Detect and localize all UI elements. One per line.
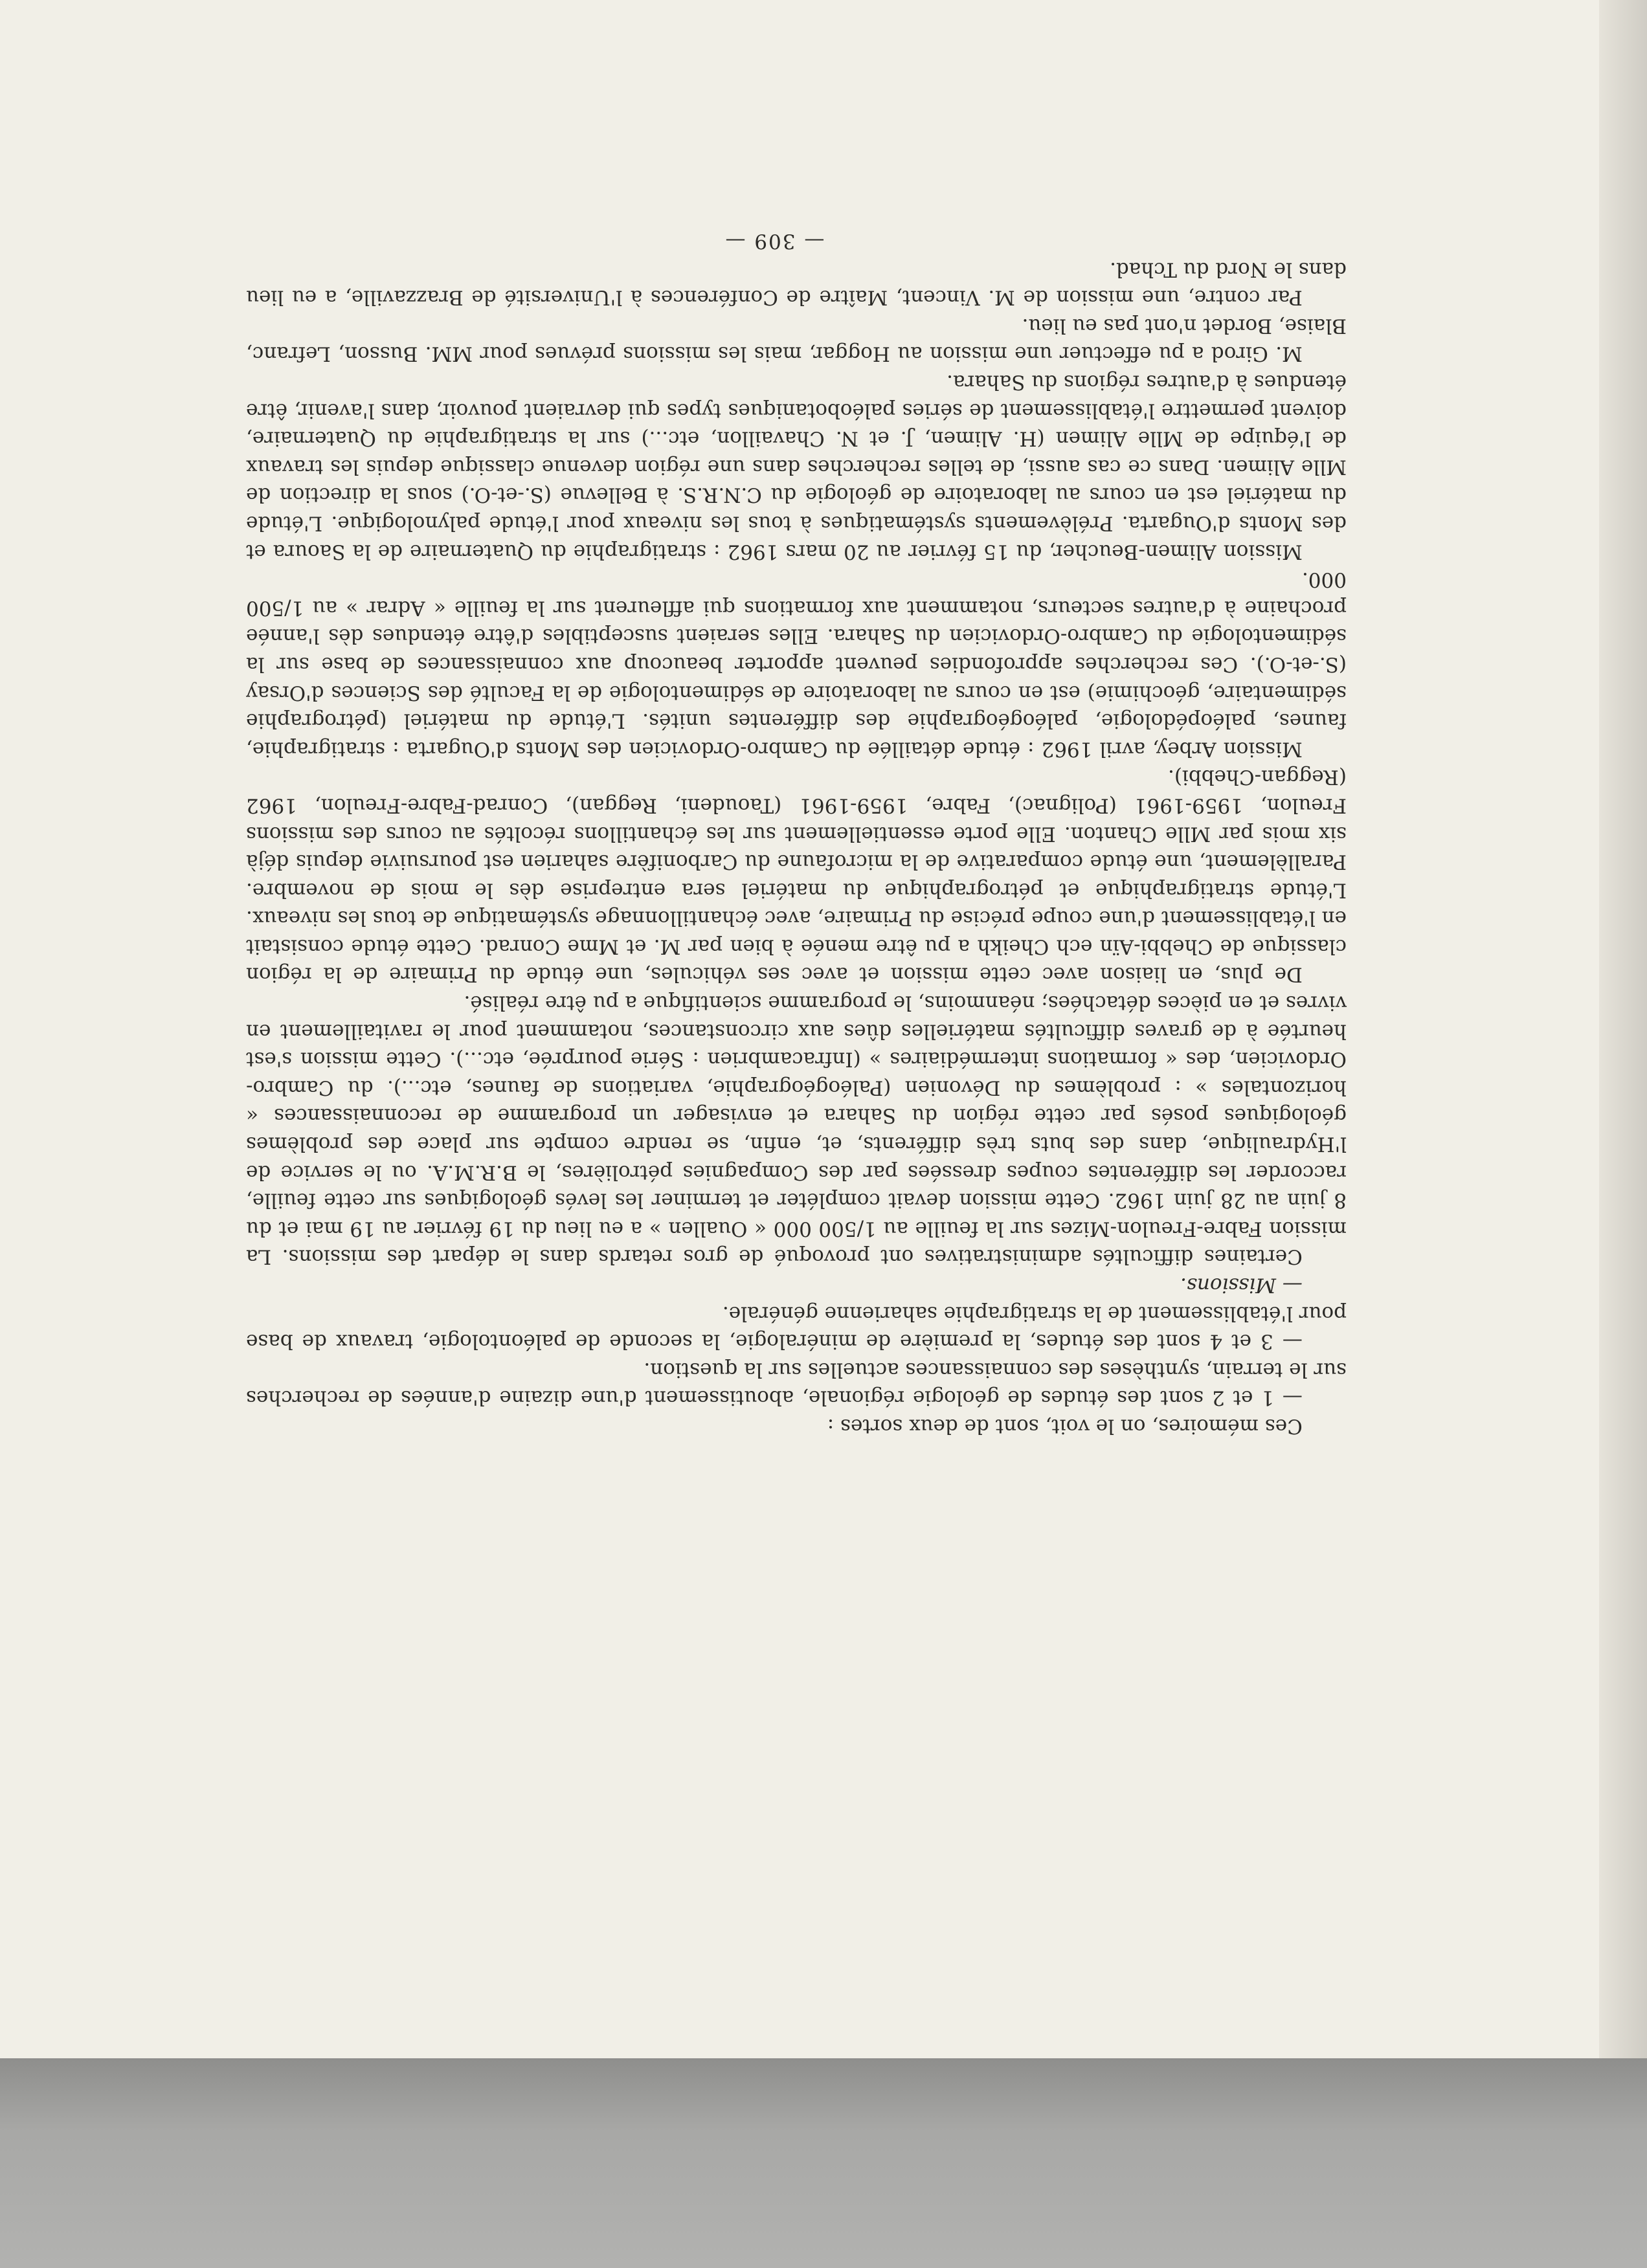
- rotated-page-content: [246, 227, 1347, 1440]
- paragraph-mission-arbey: Mission Arbey, avril 1962 : étude détaillée du Cambro-Ordovicien des Monts d'Ougarta : stratigraphie, faunes, paléopédologie, paléogéographie des différentes unités. L'étude du matériel (pétrographie sédimentaire, géochimie) est en cours au laboratoire de sédimentologie de la Faculté des Sciences d'Orsay (S.-et-O.). Ces recherches approfondies peuvent apporter beaucoup aux connaissances de base sur la sédimentologie du Cambro-Ordovicien du Sahara. Elles seraient susceptibles d'être étendues dès l'année prochaine à d'autres secteurs, notamment aux formations qui affleurent sur la feuille « Adrar » au 1/500 000.: [246, 568, 1347, 761]
- intro-paragraph: Ces mémoires, on le voit, sont de deux sortes :: [827, 1414, 1303, 1438]
- page-number: — 309 —: [724, 229, 825, 253]
- paragraph-mission-alimen-beucher: Mission Alimen-Beucher, du 15 février au 20 mars 1962 : stratigraphie du Quaternaire de la Saoura et des Monts d'Ougarta. Prélèvements systématiques à tous les niveaux pour l'étude palynologique. L'étude du matériel est en cours au laboratoire de géologie du C.N.R.S. à Bellevue (S.-et-O.) sous la direction de Mlle Alimen. Dans ce cas aussi, de telles recherches dans une région devenue classique depuis les travaux de l'équipe de Mlle Alimen (H. Alimen, J. et N. Chavaillon, etc...) sur la stratigraphie du Quaternaire, doivent permettre l'établissement de séries paléobotaniques types qui devraient pouvoir, dans l'avenir, être étendues à d'autres régions du Sahara.: [246, 370, 1347, 564]
- paragraph-vincent-tchad: Par contre, une mission de M. Vincent, Maître de Conférences à l'Université de Brazzaville, a eu lieu dans le Nord du Tchad.: [246, 258, 1347, 309]
- paper-edge: [1599, 0, 1647, 2065]
- scanner-shadow-band: [0, 2058, 1647, 2268]
- paragraph-girod-hoggar: M. Girod a pu effectuer une mission au Hoggar, mais les missions prévues pour MM. Busson, Lefranc, Blaise, Bordet n'ont pas eu lieu.: [246, 314, 1347, 366]
- section-heading-missions: — Missions.: [1180, 1273, 1303, 1297]
- paragraph-chebbi-study: De plus, en liaison avec cette mission et avec ses véhicules, une étude du Primaire de la région classique de Chebbi-Aïn ech Cheikh a pu être menée à bien par M. et Mme Conrad. Cette étude consistait en l'établissement d'une coupe précise du Primaire, avec échantillonnage systématique de tous les niveaux. L'étude stratigraphique et pétrographique du matériel sera entreprise dès le mois de novembre. Parallèlement, une étude comparative de la microfaune du Carbonifère saharien est poursuivie depuis déjà six mois par Mlle Chanton. Elle porte essentiellement sur les échantillons récoltés au cours des missions Freulon, 1959-1961 (Polignac), Fabre, 1959-1961 (Taoudeni, Reggan), Conrad-Fabre-Freulon, 1962 (Reggan-Chebbi).: [246, 765, 1347, 987]
- paragraph-fabre-freulon-mizes: Certaines difficultés administratives ont provoqué de gros retards dans le départ des missions. La mission Fabre-Freulon-Mizes sur la feuille au 1/500 000 « Ouallen » a eu lieu du 19 février au 19 mai et du 8 juin au 28 juin 1962. Cette mission devait compléter et terminer les levés géologiques sur cette feuille, raccorder les différentes coupes dressées par des Compagnies pétrolières, le B.R.M.A. ou le service de l'Hydraulique, dans des buts très différents, et, enfin, se rendre compte sur place des problèmes géologiques posés par cette région du Sahara et envisager un programme de reconnaissances « horizontales » : problèmes du Dévonien (Paléogéographie, variations de faunes, etc...). du Cambro-Ordovicien, des « formations intermédiaires » (Infracambrien : Série pourprée, etc...). Cette mission s'est heurtée à de graves difficultés matérielles dûes aux circonstances, notamment pour le ravitaillement en vivres et en pièces détachées; néanmoins, le programme scientifique a pu être réalisé.: [246, 991, 1347, 1269]
- list-item-mineralogy-paleontology: — 3 et 4 sont des études, la première de minéralogie, la seconde de paléontologie, travaux de base pour l'établissement de la stratigraphie saharienne générale.: [246, 1302, 1347, 1353]
- list-item-regional-geology: — 1 et 2 sont des études de géologie régionale, aboutissement d'une dizaine d'années de recherches sur le terrain, synthèses des connaissances actuelles sur la question.: [246, 1358, 1347, 1410]
